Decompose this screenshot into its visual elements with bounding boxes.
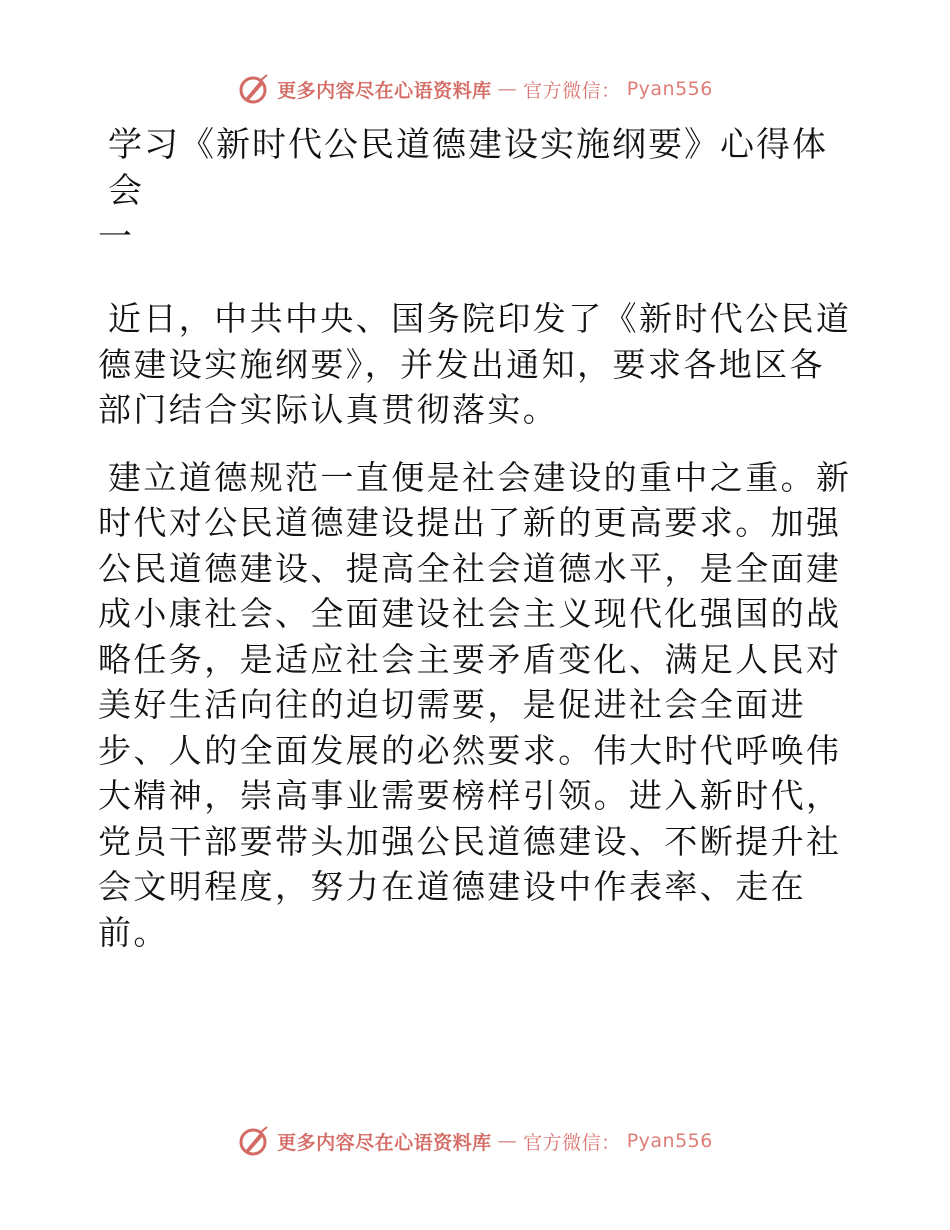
watermark-account-id: Pyan556	[626, 1130, 713, 1152]
document-title: 学习《新时代公民道德建设实施纲要》心得体会	[108, 125, 828, 211]
document-body	[98, 122, 858, 955]
watermark-main-text: 更多内容尽在心语资料库	[277, 79, 492, 102]
footer-watermark	[0, 1124, 950, 1158]
watermark-separator: —	[497, 78, 518, 100]
quill-seal-icon	[237, 72, 271, 106]
document-title-suffix: 一	[98, 217, 134, 257]
watermark-account-label: 官方微信：	[523, 1131, 621, 1154]
paragraph-1: 近日，中共中央、国务院印发了《新时代公民道德建设实施纲要》，并发出通知，要求各地区各部门结合实际认真贯彻落实。	[98, 299, 852, 429]
paragraph-2: 建立道德规范一直便是社会建设的重中之重。新时代对公民道德建设提出了新的更高要求。加强公民道德建设、提高全社会道德水平，是全面建成小康社会、全面建设社会主义现代化强国的战略任务，是适应社会主要矛盾变化、满足人民对美好生活向往的迫切需要，是促进社会全面进步、人的全面发展的必然要求。伟大时代呼唤伟大精神，崇高事业需要榜样引领。进入新时代，党员干部要带头加强公民道德建设、不断提升社会文明程度，努力在道德建设中作表率、走在前。	[98, 457, 852, 952]
quill-seal-icon	[237, 1124, 271, 1158]
watermark-separator: —	[497, 1130, 518, 1152]
watermark-account-label: 官方微信：	[523, 79, 621, 102]
watermark-account-id: Pyan556	[626, 78, 713, 100]
watermark-main-text: 更多内容尽在心语资料库	[277, 1131, 492, 1154]
header-watermark	[0, 72, 950, 106]
